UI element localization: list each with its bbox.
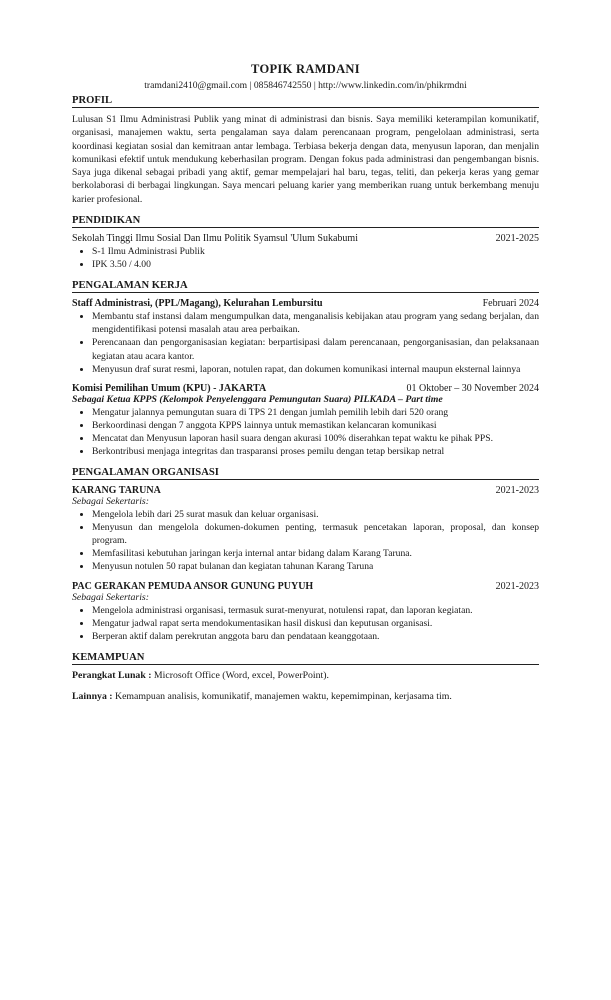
skill-other <box>72 691 539 702</box>
skill-software-label: Perangkat Lunak : <box>72 669 152 681</box>
job-date: 01 Oktober – 30 November 2024 <box>406 382 539 394</box>
list-item: • Memfasilitasi kebutuhan jaringan kerja internal antar bidang dalam Karang Taruna. <box>92 547 539 560</box>
section-title-kerja: PENGALAMAN KERJA <box>72 280 539 293</box>
section-title-organisasi: PENGALAMAN ORGANISASI <box>72 467 539 480</box>
job-role: Sebagai Ketua KPPS (Kelompok Penyelenggara Pemungutan Suara) PILKADA – Part time <box>72 393 443 405</box>
education-years: 2021-2025 <box>495 233 539 245</box>
org-header <box>72 581 539 592</box>
list-item: • Berkoordinasi dengan 7 anggota KPPS lainnya untuk memastikan kelancaran komunikasi <box>92 419 539 432</box>
job-title: Komisi Pemilihan Umum (KPU) - JAKARTA <box>72 382 267 394</box>
section-title-profil: PROFIL <box>72 95 539 108</box>
list-item: • Menyusun notulen 50 rapat bulanan dan kegiatan tahunan Karang Taruna <box>92 560 539 573</box>
org-header <box>72 485 539 496</box>
list-item: • Menyusun dan mengelola dokumen-dokumen penting, termasuk pencetakan laporan, proposal, dan konsep program. <box>92 521 539 547</box>
org-date: 2021-2023 <box>495 485 539 497</box>
candidate-name: TOPIK RAMDANI <box>251 62 360 76</box>
list-item: • Menyusun draf surat resmi, laporan, notulen rapat, dan dokumen komunikasi internal maupun eksternal lainnya <box>92 363 539 376</box>
list-item: • Membantu staf instansi dalam mengumpulkan data, menganalisis kebijakan atau program yang sedang berjalan, dan mengidentifikasi potensi masalah atau area perbaikan. <box>92 310 539 336</box>
org-entry-ansor <box>72 581 539 643</box>
education-school: Sekolah Tinggi Ilmu Sosial Dan Ilmu Politik Syamsul 'Ulum Sukabumi <box>72 233 358 245</box>
job-date: Februari 2024 <box>482 298 539 310</box>
job-bullets <box>72 310 539 375</box>
list-item: • Mengelola administrasi organisasi, termasuk surat-menyurat, notulensi rapat, dan laporan kegiatan. <box>92 604 539 617</box>
job-bullets <box>72 406 539 458</box>
org-title: KARANG TARUNA <box>72 485 161 497</box>
job-entry-kelurahan <box>72 298 539 375</box>
skill-software <box>72 670 539 681</box>
org-date: 2021-2023 <box>495 580 539 592</box>
list-item: • IPK 3.50 / 4.00 <box>92 258 539 271</box>
list-item: • Mengatur jalannya pemungutan suara di TPS 21 dengan jumlah pemilih lebih dari 520 orang <box>92 406 539 419</box>
list-item: • Berperan aktif dalam perekrutan anggota baru dan pendataan keanggotaan. <box>92 630 539 643</box>
list-item: • Berkontribusi menjaga integritas dan trasparansi proses pemilu dengan tetap bersikap netral <box>92 445 539 458</box>
job-entry-kpu <box>72 383 539 458</box>
skill-other-label: Lainnya : <box>72 690 113 702</box>
job-header <box>72 298 539 309</box>
list-item: • Perencanaan dan pengorganisasian kegiatan: berpartisipasi dalam perencanaan, pengorganisasian, dan pelaksanaan kegiatan atau acara kantor. <box>92 336 539 362</box>
org-bullets <box>72 604 539 643</box>
section-title-pendidikan: PENDIDIKAN <box>72 215 539 228</box>
list-item: • Mencatat dan Menyusun laporan hasil suara dengan akurasi 100% diserahkan tepat waktu ke pihak PPS. <box>92 432 539 445</box>
list-item: • Mengatur jadwal rapat serta mendokumentasikan hasil diskusi dan keputusan organisasi. <box>92 617 539 630</box>
list-item: • S-1 Ilmu Administrasi Publik <box>92 245 539 258</box>
section-title-kemampuan: KEMAMPUAN <box>72 652 539 665</box>
job-title: Staff Administrasi, (PPL/Magang), Kelurahan Lembursitu <box>72 298 323 310</box>
contact-line: tramdani2410@gmail.com | 085846742550 | http://www.linkedin.com/in/phikrmdni <box>144 80 467 91</box>
education-row <box>72 233 539 244</box>
org-bullets <box>72 508 539 573</box>
org-role: Sebagai Sekertaris: <box>72 496 149 508</box>
skill-software-value: Microsoft Office (Word, excel, PowerPoint). <box>151 669 329 681</box>
list-item: • Mengelola lebih dari 25 surat masuk dan keluar organisasi. <box>92 508 539 521</box>
education-list <box>72 245 539 271</box>
profile-text: Lulusan S1 Ilmu Administrasi Publik yang minat di administrasi dan bisnis. Saya memiliki keterampilan komunikatif, organisasi, manajemen waktu, serta pengalaman saya dalam perencanaan program, pengelolaan administrasi, serta koordinasi kegiatan sosial dan kemitraan antar lembaga. Terbiasa bekerja dengan data, menyusun laporan, dan menjalin komunikasi efektif untuk mendukung keberhasilan program. Dengan fokus pada administrasi dan pengembangan bisnis. Saya juga dikenal sebagai pribadi yang aktif, gemar mempelajari hal baru, tegas, teliti, dan pekerja keras yang gemar berkolaborasi di berbagai lingkungan. Saya mencari peluang karier yang memberikan ruang untuk berkembang menuju karier profesional. <box>72 114 539 205</box>
skill-other-value: Kemampuan analisis, komunikatif, manajemen waktu, kepemimpinan, kerjasama tim. <box>112 690 452 702</box>
job-header <box>72 383 539 394</box>
org-entry-karang-taruna <box>72 485 539 573</box>
org-title: PAC GERAKAN PEMUDA ANSOR GUNUNG PUYUH <box>72 580 314 592</box>
org-role: Sebagai Sekertaris: <box>72 591 149 603</box>
